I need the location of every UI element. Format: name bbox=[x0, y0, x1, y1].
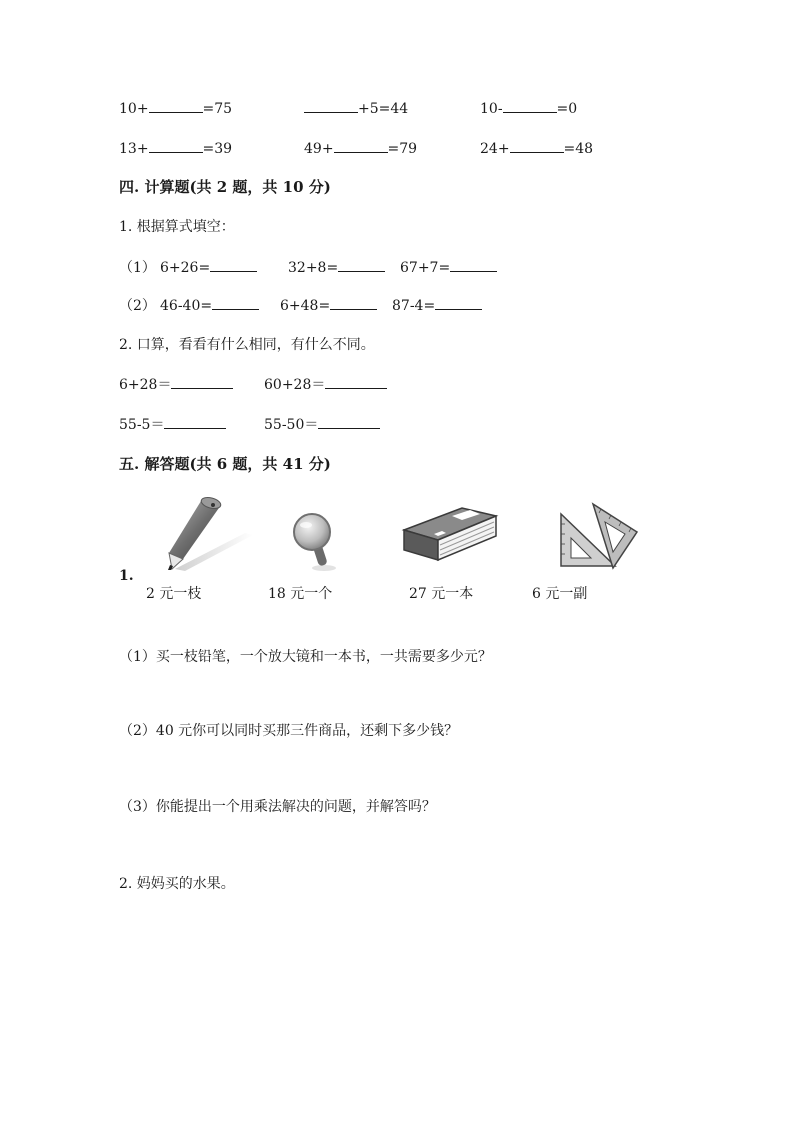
q5-1-sub3: （3）你能提出一个用乘法解决的问题，并解答吗？ bbox=[119, 799, 436, 815]
q4-1-row1-expr2: 32+8= bbox=[288, 257, 385, 276]
question-4-2-title: 2. 口算，看看有什么相同，有什么不同。 bbox=[119, 337, 375, 353]
ruler-price: 6 元一副 bbox=[532, 586, 588, 602]
q4-2-row1-expr1: 6+28＝ bbox=[119, 374, 233, 394]
q4-1-row2-expr3: 87-4= bbox=[392, 295, 482, 314]
answer-blank[interactable] bbox=[212, 295, 259, 310]
expr-text: =75 bbox=[202, 101, 233, 117]
expr-text: 10+ bbox=[119, 101, 149, 117]
question-5-2-title: 2. 妈妈买的水果。 bbox=[119, 876, 235, 892]
q4-1-row1-label: （1） bbox=[119, 260, 156, 276]
answer-blank[interactable] bbox=[149, 98, 203, 113]
q4-1-row2-label: （2） bbox=[119, 298, 156, 314]
expr-text: =79 bbox=[387, 141, 418, 157]
magnifier-icon bbox=[290, 510, 340, 572]
question-4-1-title: 1. 根据算式填空： bbox=[119, 219, 235, 235]
pencil-icon bbox=[165, 493, 255, 573]
answer-blank[interactable] bbox=[510, 138, 564, 153]
answer-blank[interactable] bbox=[171, 374, 233, 389]
answer-blank[interactable] bbox=[325, 374, 387, 389]
book-price: 27 元一本 bbox=[409, 586, 474, 602]
answer-blank[interactable] bbox=[318, 414, 380, 429]
fill-expression-6 bbox=[480, 138, 593, 157]
magnifier-price: 18 元一个 bbox=[268, 586, 333, 602]
answer-blank[interactable] bbox=[149, 138, 203, 153]
section-5-heading: 五. 解答题(共 6 题，共 41 分) bbox=[119, 455, 331, 473]
question-5-1-number: 1. bbox=[119, 568, 134, 584]
q5-1-sub1: （1）买一枝铅笔，一个放大镜和一本书，一共需要多少元？ bbox=[119, 649, 492, 665]
triangle-ruler-icon bbox=[555, 500, 640, 572]
expr-text: =39 bbox=[202, 141, 233, 157]
expr-text: +5=44 bbox=[358, 101, 409, 117]
fill-expression-2 bbox=[304, 98, 408, 117]
answer-blank[interactable] bbox=[334, 138, 388, 153]
section-4-heading: 四. 计算题(共 2 题，共 10 分) bbox=[119, 178, 331, 196]
q4-2-row2-expr2: 55-50＝ bbox=[264, 414, 380, 434]
expr-text: 24+ bbox=[480, 141, 510, 157]
answer-blank[interactable] bbox=[304, 98, 358, 113]
expr-text: =48 bbox=[563, 141, 594, 157]
expr-text: 49+ bbox=[304, 141, 334, 157]
q4-2-row1-expr2: 60+28＝ bbox=[264, 374, 387, 394]
answer-blank[interactable] bbox=[338, 257, 385, 272]
fill-expression-1 bbox=[119, 98, 232, 117]
answer-blank[interactable] bbox=[164, 414, 226, 429]
q4-1-row1-expr1: 6+26= bbox=[160, 257, 257, 276]
expr-text: 13+ bbox=[119, 141, 149, 157]
fill-expression-3 bbox=[480, 98, 577, 117]
fill-expression-4 bbox=[119, 138, 232, 157]
answer-blank[interactable] bbox=[450, 257, 497, 272]
answer-blank[interactable] bbox=[435, 295, 482, 310]
answer-blank[interactable] bbox=[210, 257, 257, 272]
answer-blank[interactable] bbox=[503, 98, 557, 113]
q4-1-row2-expr1: 46-40= bbox=[160, 295, 259, 314]
answer-blank[interactable] bbox=[330, 295, 377, 310]
book-icon bbox=[400, 490, 500, 570]
q4-1-row2-expr2: 6+48= bbox=[280, 295, 377, 314]
pencil-price: 2 元一枝 bbox=[146, 586, 202, 602]
q4-1-row1-expr3: 67+7= bbox=[400, 257, 497, 276]
expr-text: 10- bbox=[480, 101, 503, 117]
fill-expression-5 bbox=[304, 138, 417, 157]
q4-2-row2-expr1: 55-5＝ bbox=[119, 414, 226, 434]
expr-text: =0 bbox=[556, 101, 578, 117]
q5-1-sub2: （2）40 元你可以同时买那三件商品，还剩下多少钱？ bbox=[119, 723, 459, 739]
